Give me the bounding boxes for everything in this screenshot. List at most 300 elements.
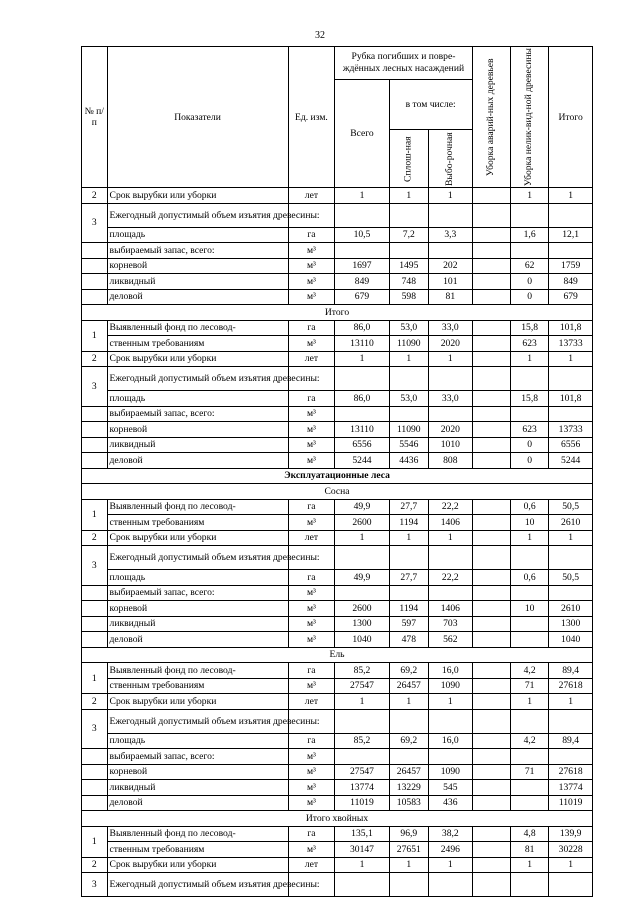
indicator-name: Ежегодный допустимый объем изъятия древесины: [107,367,288,391]
value-cell [549,243,593,259]
table-row [82,367,593,391]
value-cell: 1 [549,530,593,546]
table-row [82,203,593,227]
value-cell [472,391,510,407]
value-cell: 13733 [549,422,593,438]
header-cutting-group: Рубка погибших и повре-ждённых лесных насаждений [335,47,472,80]
value-cell: 5244 [549,453,593,469]
table-row [82,873,593,897]
indicator-name: Выявленный фонд по лесовод- [107,320,288,336]
value-cell [472,694,510,710]
value-cell: 1406 [428,515,472,531]
value-cell: 50,5 [549,570,593,586]
value-cell [428,406,472,422]
unit-cell: м³ [288,437,335,453]
header-unit: Ед. изм. [288,47,335,188]
table-row [82,422,593,438]
value-cell: 101,8 [549,391,593,407]
value-cell: 26457 [389,764,428,780]
indicator-name: Срок вырубки или уборки [107,351,288,367]
row-number [82,437,108,453]
value-cell: 5546 [389,437,428,453]
table-row [82,515,593,531]
row-number [82,795,108,811]
value-cell: 13774 [549,780,593,796]
section-row [82,811,593,827]
section-title: Эксплуатационные леса [82,468,593,484]
value-cell: 53,0 [389,320,428,336]
value-cell: 1 [510,351,548,367]
unit-cell: га [288,227,335,243]
value-cell: 16,0 [428,733,472,749]
value-cell [389,406,428,422]
value-cell: 1 [335,188,389,204]
section-title: Итого [82,305,593,321]
value-cell: 1 [335,857,389,873]
value-cell: 10 [510,601,548,617]
value-cell: 13110 [335,336,389,352]
indicator-name: площадь [107,570,288,586]
value-cell: 22,2 [428,570,472,586]
value-cell [510,585,548,601]
unit-cell: га [288,826,335,842]
value-cell: 0 [510,274,548,290]
table-row [82,764,593,780]
indicator-name: ликвидный [107,437,288,453]
unit-cell: м³ [288,258,335,274]
value-cell [472,499,510,515]
value-cell: 1495 [389,258,428,274]
unit-cell: м³ [288,515,335,531]
value-cell: 33,0 [428,320,472,336]
value-cell: 436 [428,795,472,811]
indicator-name: деловой [107,453,288,469]
header-num: № п/п [82,47,108,188]
value-cell: 101,8 [549,320,593,336]
value-cell [335,203,389,227]
page-number: 32 [315,30,325,41]
value-cell: 50,5 [549,499,593,515]
value-cell [549,585,593,601]
indicator-name: ликвидный [107,274,288,290]
row-number: 1 [82,499,108,530]
indicator-name: деловой [107,795,288,811]
value-cell: 623 [510,336,548,352]
table-row [82,258,593,274]
value-cell: 1 [510,857,548,873]
value-cell: 1 [549,351,593,367]
value-cell [428,873,472,897]
indicator-name: Ежегодный допустимый объем изъятия древесины: [107,203,288,227]
value-cell [389,749,428,765]
value-cell [335,873,389,897]
value-cell: 849 [549,274,593,290]
value-cell [472,188,510,204]
table-row [82,795,593,811]
value-cell [472,367,510,391]
row-number: 3 [82,203,108,243]
value-cell: 135,1 [335,826,389,842]
row-number: 3 [82,709,108,749]
row-number [82,749,108,765]
value-cell: 1 [389,188,428,204]
unit-cell: лет [288,857,335,873]
table-row [82,749,593,765]
value-cell [428,546,472,570]
unit-cell: га [288,320,335,336]
row-number [82,585,108,601]
value-cell: 71 [510,678,548,694]
row-number: 2 [82,351,108,367]
value-cell: 2610 [549,515,593,531]
value-cell [335,406,389,422]
row-number [82,422,108,438]
table-row [82,406,593,422]
indicator-name: Срок вырубки или уборки [107,188,288,204]
value-cell: 30147 [335,842,389,858]
value-cell [549,749,593,765]
unit-cell: м³ [288,585,335,601]
indicator-name: выбираемый запас, всего: [107,243,288,259]
table-row [82,453,593,469]
value-cell [335,749,389,765]
value-cell: 2610 [549,601,593,617]
table-row [82,570,593,586]
value-cell: 2020 [428,336,472,352]
header-unwanted: Уборка нелик-вид-ной древесины [510,47,548,188]
value-cell [472,437,510,453]
value-cell: 1 [389,857,428,873]
value-cell [549,709,593,733]
value-cell: 1040 [335,632,389,648]
unit-cell: лет [288,694,335,710]
value-cell [510,546,548,570]
value-cell: 748 [389,274,428,290]
value-cell: 27,7 [389,570,428,586]
value-cell: 1697 [335,258,389,274]
indicator-name: Ежегодный допустимый объем изъятия древесины: [107,546,288,570]
value-cell: 1090 [428,764,472,780]
value-cell [549,367,593,391]
value-cell [549,203,593,227]
value-cell [472,320,510,336]
value-cell [389,585,428,601]
row-number: 1 [82,663,108,694]
value-cell: 27618 [549,764,593,780]
value-cell: 49,9 [335,570,389,586]
value-cell: 85,2 [335,663,389,679]
indicator-name: корневой [107,422,288,438]
indicator-name: выбираемый запас, всего: [107,749,288,765]
value-cell: 1 [510,694,548,710]
table-row [82,289,593,305]
unit-cell: м³ [288,678,335,694]
value-cell: 1194 [389,601,428,617]
table-row [82,694,593,710]
value-cell: 4,2 [510,733,548,749]
value-cell: 85,2 [335,733,389,749]
value-cell: 27618 [549,678,593,694]
value-cell: 562 [428,632,472,648]
indicator-name: ственным требованиям [107,678,288,694]
value-cell [472,546,510,570]
value-cell: 0,6 [510,499,548,515]
row-number: 2 [82,694,108,710]
value-cell [549,873,593,897]
value-cell: 849 [335,274,389,290]
value-cell: 27,7 [389,499,428,515]
value-cell: 0 [510,453,548,469]
value-cell: 10 [510,515,548,531]
value-cell: 1194 [389,515,428,531]
table-row [82,546,593,570]
value-cell: 2600 [335,515,389,531]
value-cell: 4436 [389,453,428,469]
value-cell: 96,9 [389,826,428,842]
value-cell: 1 [335,351,389,367]
section-row [82,647,593,663]
value-cell: 53,0 [389,391,428,407]
value-cell [335,585,389,601]
value-cell: 15,8 [510,320,548,336]
table-row [82,336,593,352]
unit-cell: га [288,391,335,407]
value-cell: 0 [510,289,548,305]
header-clear-cut: Сплош-ная [389,130,428,188]
value-cell: 12,1 [549,227,593,243]
value-cell: 1 [389,351,428,367]
header-emergency: Уборка аварий-ных деревьев [472,47,510,188]
value-cell [389,203,428,227]
value-cell: 3,3 [428,227,472,243]
unit-cell: лет [288,188,335,204]
unit-cell: м³ [288,453,335,469]
row-number [82,780,108,796]
value-cell: 86,0 [335,320,389,336]
value-cell: 13733 [549,336,593,352]
value-cell: 1090 [428,678,472,694]
table-row [82,585,593,601]
value-cell [428,243,472,259]
value-cell [472,616,510,632]
unit-cell: м³ [288,842,335,858]
value-cell [428,367,472,391]
unit-cell: га [288,733,335,749]
value-cell: 1040 [549,632,593,648]
section-title: Сосна [82,484,593,500]
unit-cell: м³ [288,764,335,780]
unit-cell: га [288,570,335,586]
value-cell [472,632,510,648]
section-row [82,468,593,484]
table-row [82,780,593,796]
table-row [82,678,593,694]
value-cell [472,795,510,811]
value-cell [472,406,510,422]
unit-cell: м³ [288,616,335,632]
row-number: 3 [82,546,108,586]
unit-cell: м³ [288,632,335,648]
table-row [82,709,593,733]
value-cell [389,546,428,570]
value-cell: 202 [428,258,472,274]
value-cell: 1 [428,857,472,873]
unit-cell: м³ [288,749,335,765]
value-cell [472,733,510,749]
indicator-name: корневой [107,601,288,617]
value-cell [510,873,548,897]
table-row [82,499,593,515]
value-cell [389,243,428,259]
indicator-name: Срок вырубки или уборки [107,530,288,546]
value-cell [428,585,472,601]
table-row [82,243,593,259]
value-cell: 86,0 [335,391,389,407]
value-cell: 597 [389,616,428,632]
indicator-name: Ежегодный допустимый объем изъятия древесины: [107,709,288,733]
unit-cell: м³ [288,274,335,290]
unit-cell: м³ [288,601,335,617]
table-row [82,826,593,842]
row-number [82,453,108,469]
indicator-name: выбираемый запас, всего: [107,406,288,422]
value-cell: 1010 [428,437,472,453]
indicator-name: Срок вырубки или уборки [107,694,288,710]
value-cell: 1 [428,188,472,204]
value-cell: 1300 [549,616,593,632]
table-row [82,857,593,873]
value-cell: 4,2 [510,663,548,679]
value-cell: 5244 [335,453,389,469]
value-cell: 1 [335,694,389,710]
value-cell: 38,2 [428,826,472,842]
value-cell [335,243,389,259]
indicator-name: корневой [107,258,288,274]
header-grand-total: Итого [549,47,593,188]
value-cell [510,243,548,259]
value-cell: 2600 [335,601,389,617]
value-cell [510,780,548,796]
table-row [82,632,593,648]
value-cell [472,663,510,679]
header-indicator: Показатели [107,47,288,188]
table-body [82,188,593,897]
value-cell: 11019 [335,795,389,811]
indicator-name: площадь [107,391,288,407]
value-cell: 16,0 [428,663,472,679]
value-cell [510,367,548,391]
table-row [82,227,593,243]
value-cell: 27651 [389,842,428,858]
unit-cell: м³ [288,780,335,796]
indicator-name: ственным требованиям [107,336,288,352]
indicator-name: корневой [107,764,288,780]
value-cell [389,873,428,897]
unit-cell: м³ [288,289,335,305]
indicator-name: ликвидный [107,616,288,632]
value-cell: 4,8 [510,826,548,842]
indicator-name: деловой [107,289,288,305]
value-cell [472,289,510,305]
table-row [82,437,593,453]
value-cell [510,203,548,227]
indicator-name: площадь [107,227,288,243]
value-cell: 13774 [335,780,389,796]
value-cell: 6556 [549,437,593,453]
value-cell [510,749,548,765]
row-number: 2 [82,188,108,204]
indicator-name: выбираемый запас, всего: [107,585,288,601]
row-number [82,258,108,274]
value-cell: 81 [428,289,472,305]
value-cell: 11019 [549,795,593,811]
row-number [82,274,108,290]
header-total: Всего [335,80,389,188]
value-cell [510,632,548,648]
value-cell: 7,2 [389,227,428,243]
value-cell: 10583 [389,795,428,811]
unit-cell: га [288,499,335,515]
value-cell: 11090 [389,422,428,438]
value-cell: 22,2 [428,499,472,515]
indicator-name: ликвидный [107,780,288,796]
value-cell: 1759 [549,258,593,274]
unit-cell: га [288,663,335,679]
indicator-name: Выявленный фонд по лесовод- [107,663,288,679]
table-row [82,320,593,336]
value-cell [472,203,510,227]
value-cell [472,601,510,617]
unit-cell: м³ [288,795,335,811]
value-cell [549,406,593,422]
section-row [82,484,593,500]
value-cell: 1 [428,530,472,546]
value-cell [335,709,389,733]
row-number [82,243,108,259]
value-cell [472,258,510,274]
unit-cell: лет [288,351,335,367]
value-cell [428,709,472,733]
indicator-name: ственным требованиям [107,515,288,531]
value-cell: 11090 [389,336,428,352]
value-cell: 69,2 [389,733,428,749]
value-cell: 81 [510,842,548,858]
table-row [82,530,593,546]
row-number: 1 [82,826,108,857]
value-cell: 0,6 [510,570,548,586]
value-cell [472,336,510,352]
value-cell [389,709,428,733]
row-number [82,289,108,305]
header-including: в том числе: [389,80,472,130]
value-cell [472,749,510,765]
row-number: 3 [82,873,108,897]
value-cell: 1 [428,351,472,367]
value-cell: 1 [335,530,389,546]
indicator-name: Выявленный фонд по лесовод- [107,499,288,515]
value-cell [472,227,510,243]
value-cell: 703 [428,616,472,632]
value-cell [472,585,510,601]
indicator-name: площадь [107,733,288,749]
value-cell [428,749,472,765]
value-cell [472,842,510,858]
table-row [82,351,593,367]
table-row [82,733,593,749]
section-row [82,305,593,321]
indicator-name: ственным требованиям [107,842,288,858]
indicator-name: Ежегодный допустимый объем изъятия древесины: [107,873,288,897]
